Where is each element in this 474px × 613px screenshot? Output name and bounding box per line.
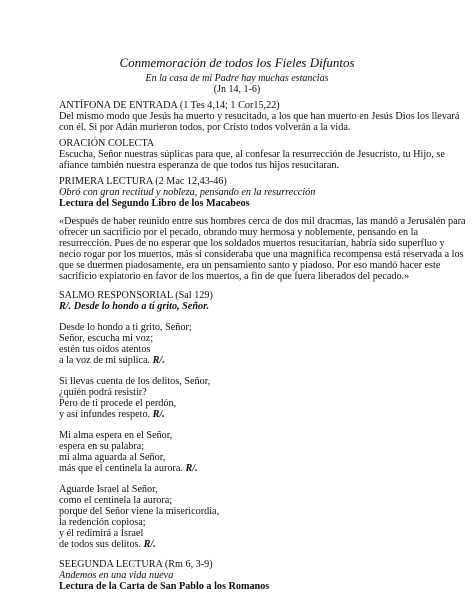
- psalm-verse-line: porque del Señor viene la misericordia,: [59, 506, 220, 517]
- psalm-verse-line: [59, 539, 156, 551]
- antifona-text-line: con él. Si por Adán murieron todos, por Cristo todos volverán a la vida.: [59, 122, 351, 133]
- psalm-verse-line: estén tus oídos atentos: [59, 344, 151, 355]
- psalm-verse-line: espera en su palabra;: [59, 441, 145, 452]
- subtitle-reference: (Jn 14, 1-6): [213, 84, 261, 95]
- primera-lectura-text-line: «Después de haber reunido entre sus hombres cerca de dos mil dracmas, las mandó a Jerusalén para: [59, 216, 466, 227]
- salmo-response: [59, 301, 209, 313]
- primera-lectura-text-line: sacrificio expiatorio en favor de los muertos, a fin de que fuera liberados del pecado.»: [59, 271, 410, 282]
- document-title: Conmemoración de todos los Fieles Difuntos: [119, 55, 355, 70]
- psalm-verse-line: Si llevas cuenta de los delitos, Señor,: [59, 376, 211, 387]
- verse-text: de todos sus delitos.: [59, 539, 144, 550]
- psalm-verse-line: mi alma aguarda al Señor,: [59, 452, 166, 463]
- segunda-lectura-motto: Andemos en una vida nueva: [59, 570, 174, 581]
- psalm-verse-line: ¿quién podrá resistir?: [59, 387, 147, 398]
- response-mark: R/.: [152, 355, 165, 366]
- psalm-verse-line: [59, 355, 165, 367]
- primera-lectura-motto: Obró con gran rectitud y nobleza, pensando en la resurrección: [59, 187, 316, 198]
- psalm-verse-line: Desde lo hondo a ti grito, Señor;: [59, 322, 192, 333]
- verse-text: a la voz de mi súplica.: [59, 355, 153, 366]
- salmo-heading: SALMO RESPONSORIAL (Sal 129): [59, 290, 213, 301]
- psalm-verse-line: la redención copiosa;: [59, 517, 146, 528]
- colecta-heading: ORACIÓN COLECTA: [59, 138, 155, 149]
- primera-lectura-text-line: resurrección. Pues de no esperar que los soldados muertos resucitarían, habría sido superfluo y: [59, 238, 445, 249]
- response-mark: R/.: [185, 463, 198, 474]
- segunda-lectura-book: Lectura de la Carta de San Pablo a los Romanos: [59, 581, 270, 592]
- antifona-text-line: Del mismo modo que Jesús ha muerto y resucitado, a los que han muerto en Jesús Dios los llevará: [59, 111, 460, 122]
- colecta-text-line: afiance también nuestra esperanza de que todos tus hijos resucitaran.: [59, 160, 340, 171]
- colecta-text-line: Escucha, Señor nuestras súplicas para que, al confesar la resurrección de Jesucristo, tu Hijo, se: [59, 149, 445, 160]
- response-mark: R/.: [59, 301, 72, 312]
- response-text: Desde lo hondo a ti grito, Señor.: [71, 301, 210, 312]
- antifona-heading: ANTÍFONA DE ENTRADA (1 Tes 4,14; 1 Cor15,22): [59, 100, 280, 111]
- primera-lectura-heading: PRIMERA LECTURA (2 Mac 12,43-46): [59, 176, 227, 187]
- subtitle: En la casa de mi Padre hay muchas estancias: [145, 73, 329, 84]
- verse-text: más que el centinela la aurora.: [59, 463, 186, 474]
- psalm-verse-line: Aguarde Israel al Señor,: [59, 484, 158, 495]
- primera-lectura-text-line: necio rogar por los muertos, más si consideraba que una magnífica recompensa está reservada a los: [59, 249, 464, 260]
- psalm-verse-line: Pero de ti procede el perdón,: [59, 398, 177, 409]
- segunda-lectura-heading: SEEGUNDA LECTURA (Rm 6, 3-9): [59, 559, 213, 570]
- response-mark: R/.: [152, 409, 165, 420]
- psalm-verse-line: y él redimirá a Israel: [59, 528, 144, 539]
- psalm-verse-line: como el centinela la aurora;: [59, 495, 173, 506]
- psalm-verse-line: Señor, escucha mi voz;: [59, 333, 154, 344]
- psalm-verse-line: Mi alma espera en el Señor,: [59, 430, 173, 441]
- primera-lectura-text-line: que se duermen piadosamente, era un pensamiento santo y piadoso. Por eso mandó hacer este: [59, 260, 441, 271]
- primera-lectura-text-line: ofrecer un sacrificio por el pecado, obrando muy hermosa y noblemente, pensando en la: [59, 227, 418, 238]
- psalm-verse-line: [59, 409, 165, 421]
- primera-lectura-book: Lectura del Segundo Libro de los Macabeos: [59, 198, 250, 209]
- response-mark: R/.: [143, 539, 156, 550]
- psalm-verse-line: [59, 463, 198, 475]
- verse-text: y así infundes respeto.: [59, 409, 153, 420]
